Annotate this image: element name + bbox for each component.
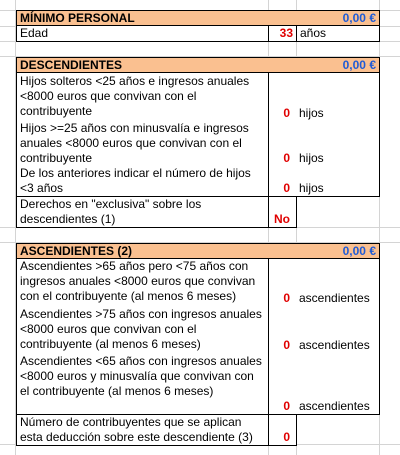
- ascendientes-total[interactable]: 0,00 €: [284, 243, 380, 259]
- descendientes-exclusiva-label[interactable]: Derechos en "exclusiva" sobre los descendientes (1): [16, 197, 268, 228]
- ascendientes-row-value[interactable]: 0: [268, 306, 296, 353]
- edad-label[interactable]: Edad: [16, 26, 268, 42]
- ascendientes-row-label[interactable]: Ascendientes >75 años con ingresos anuales <8000 euros que convivan con el contribuyente (al menos 6 meses): [16, 306, 268, 353]
- minimo-personal-total[interactable]: 0,00 €: [284, 10, 380, 26]
- ascendientes-row-value[interactable]: 0: [268, 353, 296, 415]
- descendientes-row-unit[interactable]: hijos: [296, 121, 380, 166]
- ascendientes-row-unit[interactable]: ascendientes: [296, 306, 380, 353]
- ascendientes-row-unit[interactable]: ascendientes: [296, 259, 380, 306]
- section-header-minimo-personal[interactable]: MÍNIMO PERSONAL: [16, 10, 284, 26]
- descendientes-row-unit[interactable]: hijos: [296, 166, 380, 197]
- ascendientes-row-unit[interactable]: ascendientes: [296, 353, 380, 415]
- descendientes-row-value[interactable]: 0: [268, 73, 296, 121]
- ascendientes-contribuyentes-value[interactable]: 0: [268, 415, 297, 446]
- edad-unit[interactable]: años: [296, 26, 380, 42]
- descendientes-row-label[interactable]: Hijos >=25 años con minusvalía e ingresos anuales <8000 euros que convivan con el contribuyente: [16, 121, 268, 166]
- descendientes-row-label[interactable]: Hijos solteros <25 años e ingresos anuales <8000 euros que convivan con el contribuyente: [16, 73, 268, 121]
- descendientes-row-unit[interactable]: hijos: [296, 73, 380, 121]
- descendientes-row-value[interactable]: 0: [268, 121, 296, 166]
- ascendientes-row-label[interactable]: Ascendientes <65 años con ingresos anuales <8000 euros y minusvalía que convivan con el contribuyente (al menos 6 meses): [16, 353, 268, 415]
- ascendientes-row-value[interactable]: 0: [268, 259, 296, 306]
- descendientes-row-value[interactable]: 0: [268, 166, 296, 197]
- edad-value[interactable]: 33: [268, 26, 296, 42]
- descendientes-exclusiva-value[interactable]: No: [268, 197, 297, 228]
- section-header-descendientes[interactable]: DESCENDIENTES: [16, 57, 284, 73]
- section-header-ascendientes[interactable]: ASCENDIENTES (2): [16, 243, 284, 259]
- ascendientes-contribuyentes-label[interactable]: Número de contribuyentes que se aplican esta deducción sobre este descendiente (3): [16, 415, 268, 446]
- descendientes-total[interactable]: 0,00 €: [284, 57, 380, 73]
- descendientes-row-label[interactable]: De los anteriores indicar el número de hijos <3 años: [16, 166, 268, 197]
- ascendientes-row-label[interactable]: Ascendientes >65 años pero <75 años con ingresos anuales <8000 euros que convivan con el contribuyente (al menos 6 meses): [16, 259, 268, 306]
